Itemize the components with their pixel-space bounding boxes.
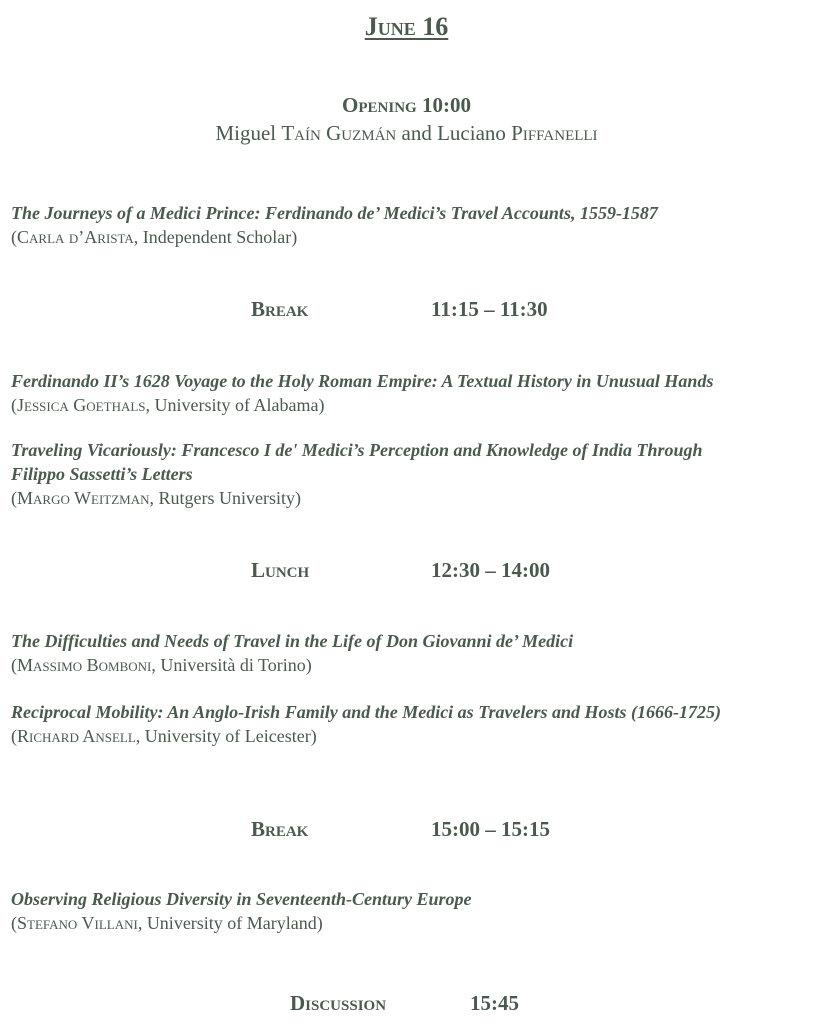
author-name: Richard Ansell xyxy=(17,726,136,746)
paper-title: Reciprocal Mobility: An Anglo-Irish Family and the Medici as Travelers and Hosts (1666-1725) xyxy=(11,702,722,722)
lunch-time: 12:30 – 14:00 xyxy=(431,558,550,582)
author-name: Carla d’Arista xyxy=(17,227,134,247)
conjunction: and xyxy=(401,121,432,145)
discussion-time: 15:45 xyxy=(470,991,519,1015)
organizer2-first: Luciano xyxy=(437,121,506,145)
paper-title-line2: Filippo Sassetti’s Letters xyxy=(11,464,193,484)
paper-title: The Difficulties and Needs of Travel in the Life of Don Giovanni de’ Medici xyxy=(11,631,574,651)
opening-line xyxy=(0,93,813,118)
author-affiliation: Rutgers University xyxy=(158,488,295,508)
paper-author: (Stefano Villani, University of Maryland) xyxy=(11,913,323,933)
author-affiliation: Independent Scholar xyxy=(142,227,292,247)
paper-author: (Massimo Bomboni, Università di Torino) xyxy=(11,655,312,675)
paper-author: (Carla d’Arista, Independent Scholar) xyxy=(11,227,298,247)
opening-time: 10:00 xyxy=(421,93,471,117)
author-affiliation: University of Maryland xyxy=(146,913,317,933)
paper-title-line1: Traveling Vicariously: Francesco I de' Medici’s Perception and Knowledge of India Through xyxy=(11,440,703,460)
opening-label: Opening xyxy=(342,93,417,117)
organizer2-last: Piffanelli xyxy=(511,121,598,145)
discussion-label: Discussion xyxy=(290,991,387,1015)
paper-author: (Margo Weitzman, Rutgers University) xyxy=(11,488,301,508)
break-label: Break xyxy=(251,817,309,841)
author-affiliation: University of Alabama xyxy=(154,395,319,415)
paper-title: Observing Religious Diversity in Seventeenth-Century Europe xyxy=(11,889,472,909)
author-name: Margo Weitzman xyxy=(17,488,150,508)
paper-author: (Richard Ansell, University of Leicester) xyxy=(11,726,317,746)
author-affiliation: University of Leicester xyxy=(144,726,311,746)
break-time: 11:15 – 11:30 xyxy=(431,297,548,321)
break-time: 15:00 – 15:15 xyxy=(431,817,550,841)
author-affiliation: Università di Torino xyxy=(160,655,306,675)
author-name: Stefano Villani xyxy=(17,913,138,933)
author-name: Jessica Goethals xyxy=(17,395,146,415)
paper-author: (Jessica Goethals, University of Alabama) xyxy=(11,395,325,415)
organizer1-first: Miguel xyxy=(215,121,277,145)
organizer1-last: Taín Guzmán xyxy=(281,121,397,145)
lunch-label: Lunch xyxy=(251,558,310,582)
break-label: Break xyxy=(251,297,309,321)
organizers-line xyxy=(0,121,813,146)
paper-title: Ferdinando II’s 1628 Voyage to the Holy Roman Empire: A Textual History in Unusual Hands xyxy=(11,371,714,391)
page-title: June 16 xyxy=(364,12,449,41)
author-name: Massimo Bomboni xyxy=(17,655,152,675)
paper-title: The Journeys of a Medici Prince: Ferdinando de’ Medici’s Travel Accounts, 1559-1587 xyxy=(11,203,658,223)
